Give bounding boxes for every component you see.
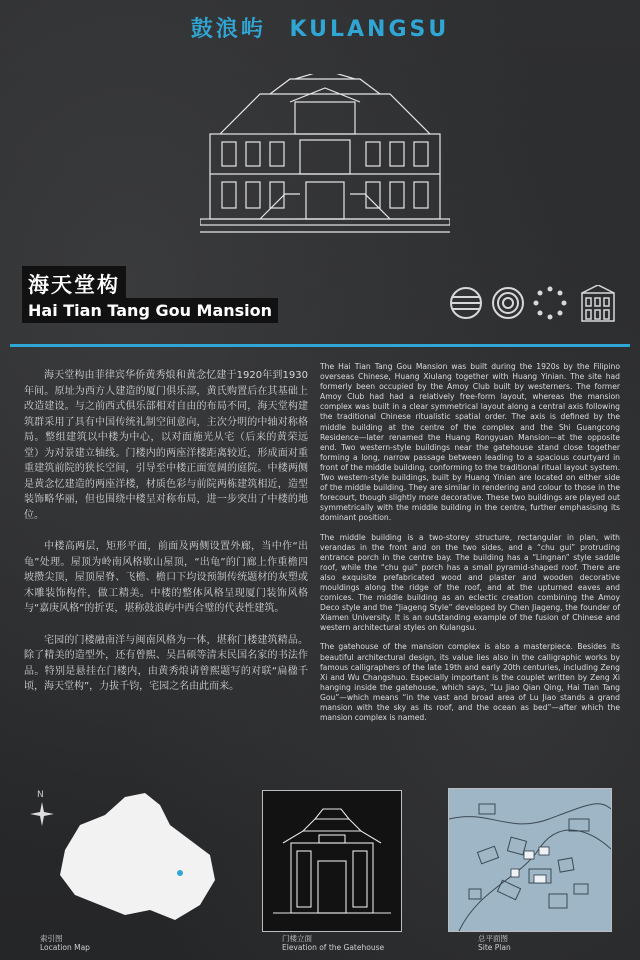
concentric-circles-icon (451, 288, 481, 318)
en-paragraph-1: The Hai Tian Tang Gou Mansion was built during the 1920s by the Filipino overseas Chinese, Huang Xiulang together with Huang Yinian. The site had formerly been occupied by the Amoy Club built by westerners. The former Amoy Club had had a relatively free-form layout, whereas the mansion complex was built in a clear symmetrical layout along a central axis following the traditional Chinese ritualistic spatial order. The axis is defined by the middle building at the centre of the complex and the Shi Guangcong Residence—later renamed the Huang Rongyuan Mansion—at the opposite end. Two western-style buildings near the gatehouse stand close together forming a long, narrow passage between leading to a spacious courtyard in front of the middle building, conforming to the traditional ritual layout system. Two western-style buildings, built by Huang Yinian are located on either side of the middle building. They are similar in rendering and colour to those in the forecourt, though slightly more decorative. These two buildings are played out symmetrically with the middle building in the centre, further emphasising its dominant position. (320, 362, 620, 523)
site-plan-drawing (449, 789, 611, 931)
caption-location-en: Location Map (40, 943, 90, 952)
mansion-elevation-drawing (200, 74, 450, 244)
target-icon (493, 288, 523, 318)
caption-location-zh: 索引图 (40, 934, 63, 943)
zh-paragraph-2: 中楼高两层，矩形平面，前面及两侧设置外廊，当中作“出龟”处理。屋顶为岭南风格歇山屋顶，“出龟”的门廊上作重檐四坡攒尖顶，屋顶屋脊、飞檐、檐口下均设预制传统题材的灰塑或木雕装饰构件，做工精美。中楼的整体风格呈现厦门装饰风格与“嘉庚风格”的折衷，堪称鼓浪屿中西合璧的代表性建筑。 (24, 541, 308, 614)
caption-location (40, 934, 90, 952)
zh-paragraph-1: 海天堂构由菲律宾华侨黄秀烺和黄念忆建于1920年到1930年间。原址为西方人建造的厦门俱乐部，黄氏购置后在其基础上改造建设。与之前西式俱乐部相对自由的布局不同，海天堂构建筑群采用了具有中国传统礼制空间意向，主次分明的中轴对称格局。整组建筑以中楼为中心，以对面施光从宅（后来的黄荣远堂）为对景建立轴线。门楼内的两座洋楼距离较近，形成面对重重建筑前院的狭长空间，引导至中楼正面宽阔的庭院。中楼两侧是黄念忆建造的两座洋楼，材质色彩与前院两栋建筑相近，造型装饰略华丽，但也围绕中楼呈对称布局，进一步突出了中楼的地位。 (24, 370, 308, 521)
gatehouse-elevation-panel (262, 790, 402, 932)
caption-site-zh: 总平面图 (478, 934, 508, 943)
symbol-icons (448, 285, 628, 325)
caption-gate (282, 934, 384, 952)
page-title-en: Hai Tian Tang Gou Mansion (22, 298, 278, 323)
dotted-ring-icon (534, 287, 567, 320)
island-location-map (50, 785, 220, 925)
site-header (0, 12, 640, 43)
page-title-zh: 海天堂构 (22, 266, 126, 302)
site-plan-panel (448, 788, 612, 932)
building-facade-icon (582, 285, 614, 321)
caption-site (478, 934, 511, 952)
header-title-zh: 鼓浪屿 (190, 17, 266, 42)
en-paragraph-3: The gatehouse of the mansion complex is also a masterpiece. Besides its beautiful architectural design, its value lies also in the calligraphic works by famous calligraphers of the late 19th and early 20th centuries, including Zeng Xi and Wu Changshuo. Especially important is the couplet written by Zeng Xi hanging inside the gatehouse, which says, “Lu Jiao Qian Qing, Hai Tian Tang Gou”—which means “in the vast and broad area of Lu Jiao stands a grand mansion with the sky as its roof, and the ocean as bed”—after which the mansion complex is named. (320, 642, 620, 723)
compass-north-label: N (37, 790, 44, 800)
en-paragraph-2: The middle building is a two-storey structure, rectangular in plan, with verandas in the front and on the two sides, and a “chu gui” protruding entrance porch in the centre bay. The building has a “Lingnan” style saddle roof, while the “chu gui” porch has a small pyramid-shaped roof. There are also exquisite prefabricated wood and plaster and wooden decorative mouldings along the ridge of the roof, and at the upturned eaves and cornices. The middle building as an eclectic creation combining the Amoy Deco style and the “Jiageng Style” developed by Chen Jiageng, the founder of Xiamen University. It is an outstanding example of the fusion of Chinese and western architectural styles on Kulangsu. (320, 532, 620, 633)
caption-site-en: Site Plan (478, 943, 511, 952)
accent-divider (10, 344, 630, 347)
body-text-en (320, 362, 620, 732)
caption-gate-zh: 门楼立面 (282, 934, 312, 943)
header-title-en: KULANGSU (289, 17, 450, 42)
zh-paragraph-3: 宅园的门楼融南洋与闽南风格为一体，堪称门楼建筑精品。除了精美的造型外，还有曾熙、吴昌硕等清末民国名家的书法作品。特别是悬挂在门楼内，由黄秀烺请曾熙题写的对联“扁楹千顷，海天堂构”，力拔千钧，宅园之名由此而来。 (24, 634, 308, 692)
gatehouse-drawing (263, 791, 401, 931)
caption-gate-en: Elevation of the Gatehouse (282, 943, 385, 952)
body-text-zh (24, 368, 308, 711)
